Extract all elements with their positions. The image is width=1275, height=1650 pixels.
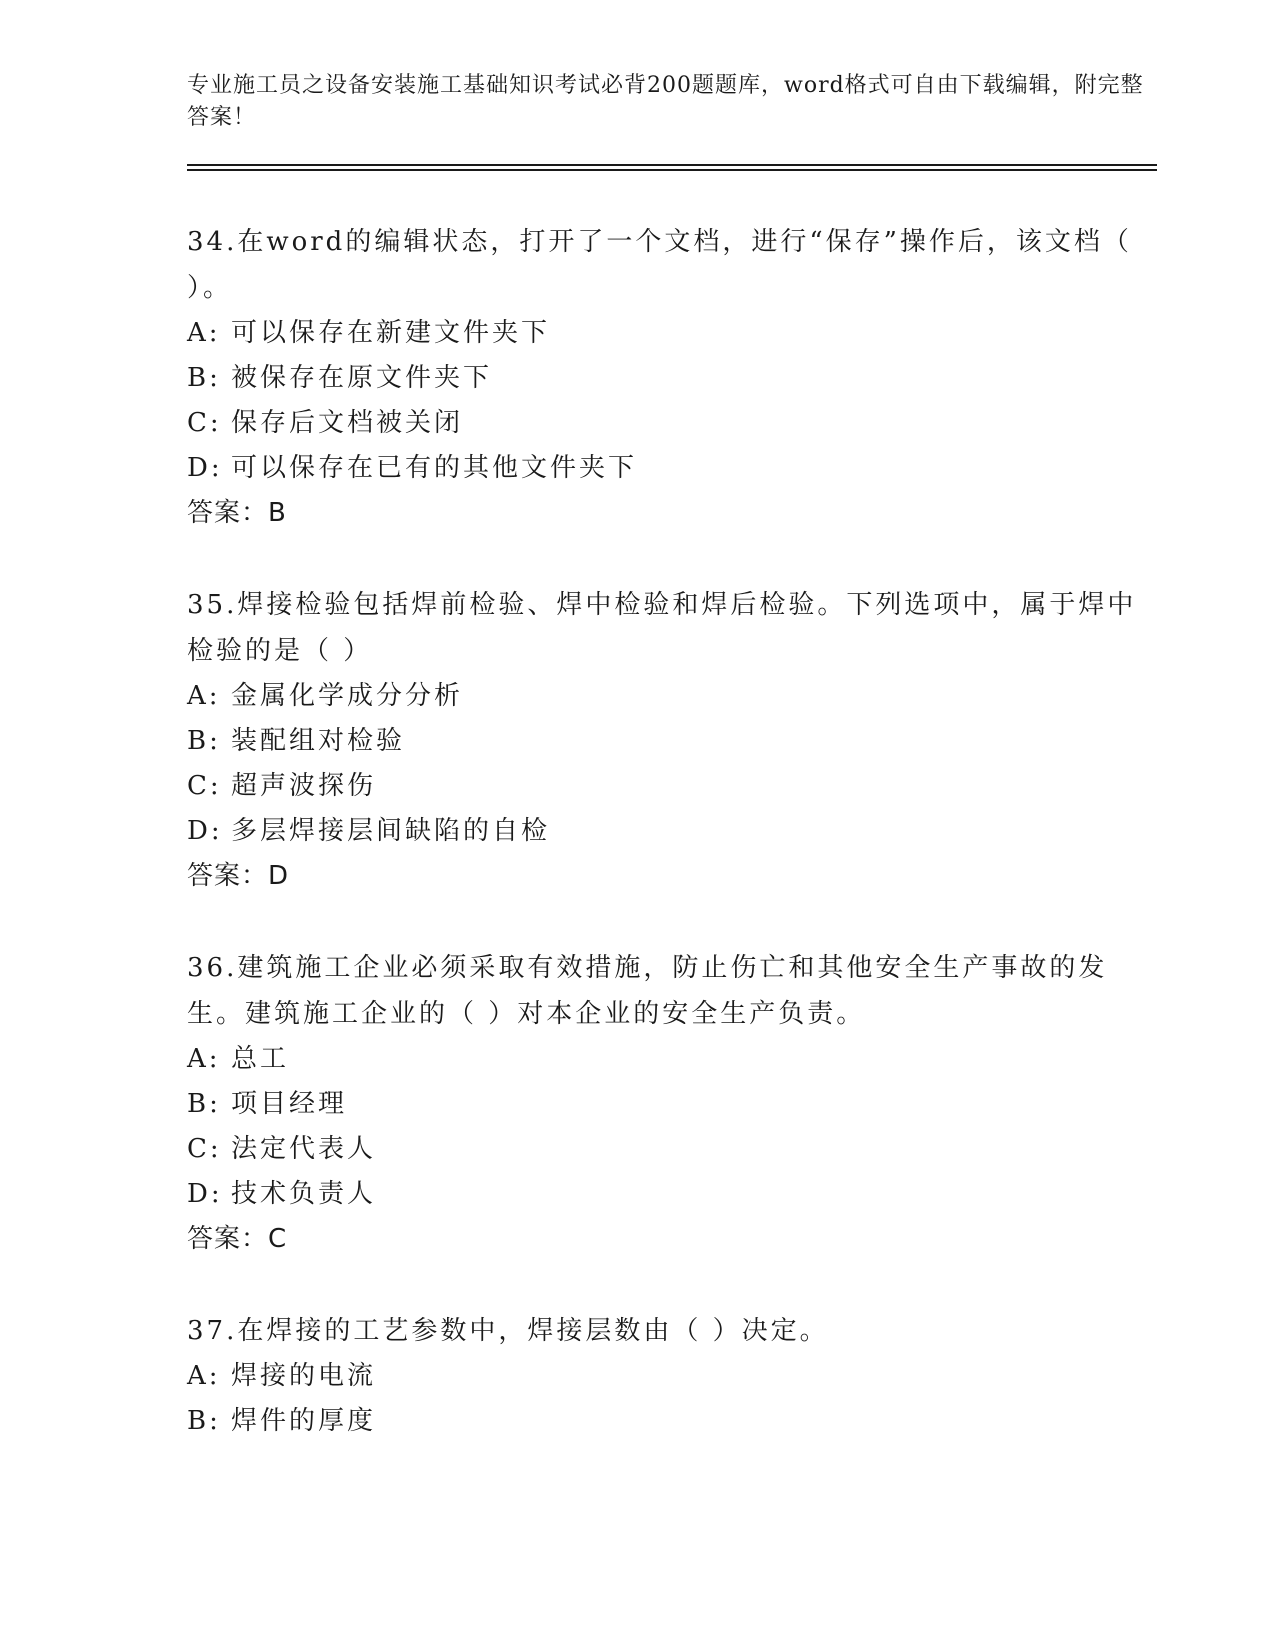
option-text: 焊件的厚度	[231, 1406, 377, 1436]
option-d	[187, 809, 1157, 854]
option-text: 总工	[231, 1044, 290, 1074]
option-key: B:	[187, 726, 221, 756]
option-d	[187, 1172, 1157, 1217]
option-a	[187, 311, 1157, 356]
option-key: D:	[187, 1179, 223, 1209]
question-item	[187, 582, 1157, 899]
option-b	[187, 1082, 1157, 1127]
option-b	[187, 356, 1157, 401]
option-text: 可以保存在新建文件夹下	[231, 318, 551, 348]
option-key: B:	[187, 1406, 221, 1436]
option-text: 可以保存在已有的其他文件夹下	[231, 453, 638, 483]
option-text: 金属化学成分分析	[231, 681, 464, 711]
option-text: 多层焊接层间缺陷的自检	[231, 816, 551, 846]
option-key: C:	[187, 1134, 222, 1164]
option-key: B:	[187, 363, 221, 393]
option-text: 项目经理	[231, 1089, 348, 1119]
option-c	[187, 1127, 1157, 1172]
question-item	[187, 219, 1157, 536]
question-stem: 35.焊接检验包括焊前检验、焊中检验和焊后检验。下列选项中，属于焊中检验的是（ ）	[187, 590, 1137, 666]
answer-line: 答案：B	[187, 498, 287, 528]
option-key: D:	[187, 453, 223, 483]
option-text: 超声波探伤	[231, 771, 377, 801]
option-a	[187, 674, 1157, 719]
question-item	[187, 945, 1157, 1262]
option-text: 焊接的电流	[231, 1361, 377, 1391]
option-c	[187, 401, 1157, 446]
option-text: 法定代表人	[231, 1134, 377, 1164]
option-b	[187, 719, 1157, 764]
answer-line: 答案：C	[187, 1224, 288, 1254]
question-stem: 34.在word的编辑状态，打开了一个文档，进行“保存”操作后，该文档（ ）。	[187, 227, 1132, 303]
question-list	[187, 219, 1157, 1444]
option-key: C:	[187, 408, 222, 438]
question-stem: 37.在焊接的工艺参数中，焊接层数由（ ）决定。	[187, 1316, 829, 1346]
option-key: D:	[187, 816, 223, 846]
answer-line: 答案：D	[187, 861, 290, 891]
option-d	[187, 446, 1157, 491]
divider-line-bottom	[187, 169, 1157, 171]
option-text: 被保存在原文件夹下	[231, 363, 493, 393]
option-text: 技术负责人	[231, 1179, 377, 1209]
option-b	[187, 1399, 1157, 1444]
question-item	[187, 1308, 1157, 1444]
divider-line-top	[187, 164, 1157, 166]
document-page	[187, 70, 1157, 1490]
option-text: 装配组对检验	[231, 726, 406, 756]
option-a	[187, 1037, 1157, 1082]
option-key: B:	[187, 1089, 221, 1119]
option-key: A:	[187, 318, 221, 348]
option-c	[187, 764, 1157, 809]
option-key: C:	[187, 771, 222, 801]
option-text: 保存后文档被关闭	[231, 408, 464, 438]
option-key: A:	[187, 1361, 221, 1391]
document-header-title: 专业施工员之设备安装施工基础知识考试必背200题题库，word格式可自由下载编辑，附完整答案！	[187, 73, 1144, 130]
header-divider	[187, 164, 1157, 171]
option-key: A:	[187, 1044, 221, 1074]
option-a	[187, 1354, 1157, 1399]
option-key: A:	[187, 681, 221, 711]
question-stem: 36.建筑施工企业必须采取有效措施，防止伤亡和其他安全生产事故的发生。建筑施工企业的（ ）对本企业的安全生产负责。	[187, 953, 1108, 1029]
